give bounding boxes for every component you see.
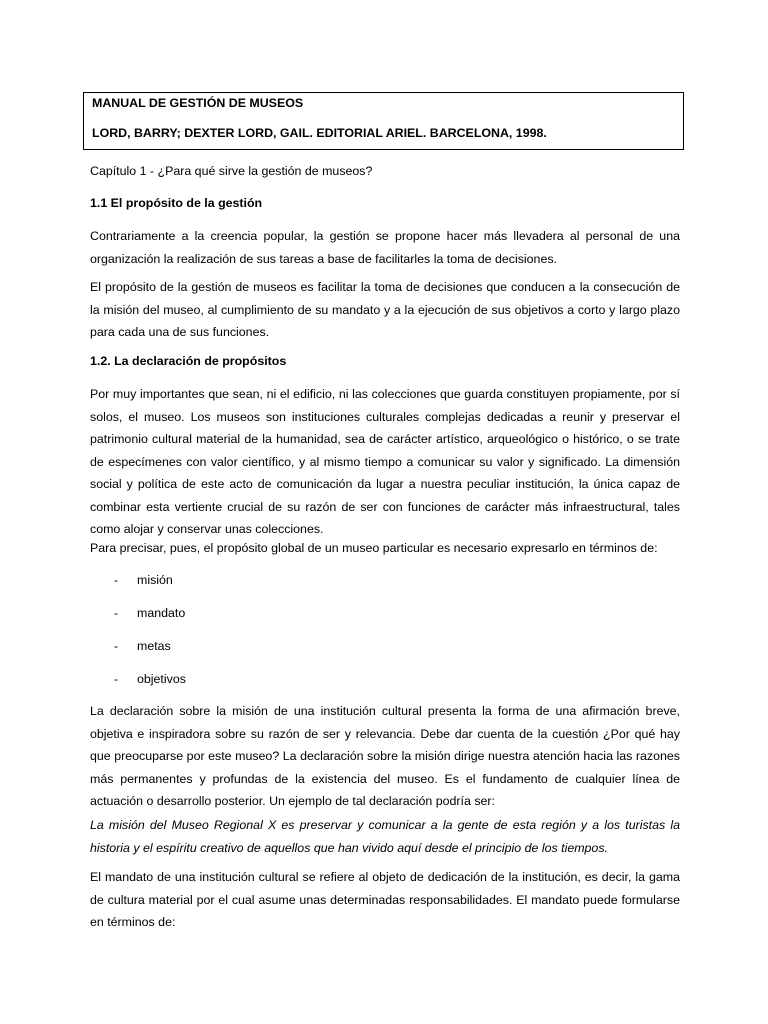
section-1-2-paragraph-1: Por muy importantes que sean, ni el edificio, ni las colecciones que guarda constituyen propiamente, por sí solos, el museo. Los museos son instituciones culturales complejas dedicadas a reunir y preservar el patrimonio cultural material de la humanidad, sea de carácter artístico, arqueológico o histórico, o se trate de especímenes con valor científico, y al mismo tiempo a comunicar su valor y significado. La dimensión social y política de este acto de comunicación da lugar a nuestra peculiar institución, la única capaz de combinar esta vertiente crucial de su razón de ser con funciones de carácter más infraestructural, tales como alojar y conservar unas colecciones.	[90, 387, 680, 536]
list-item-text: mandato	[137, 606, 186, 620]
list-item-text: objetivos	[137, 672, 186, 686]
section-1-2-heading: 1.2. La declaración de propósitos	[90, 354, 287, 368]
section-1-1-paragraph-2: El propósito de la gestión de museos es facilitar la toma de decisiones que conducen a la consecución de la misión del museo, al cumplimiento de su mandato y a la ejecución de sus objetivos a corto y largo plazo para cada una de sus funciones.	[90, 280, 680, 339]
section-1-1-paragraph-1: Contrariamente a la creencia popular, la gestión se propone hacer más llevadera al personal de una organización la realización de sus tareas a base de facilitarles la toma de decisiones.	[90, 229, 680, 266]
document-reference: LORD, BARRY; DEXTER LORD, GAIL. EDITORIAL ARIEL. BARCELONA, 1998.	[92, 126, 547, 140]
list-item-text: misión	[137, 573, 173, 587]
example-quote: La misión del Museo Regional X es preservar y comunicar a la gente de esta región y a los turistas la historia y el espíritu creativo de aquellos que han vivido aquí desde el principio de los tiempos.	[90, 818, 680, 855]
document-title-box	[83, 92, 684, 150]
document-title: MANUAL DE GESTIÓN DE MUSEOS	[92, 96, 304, 110]
section-1-2-paragraph-3: La declaración sobre la misión de una institución cultural presenta la forma de una afirmación breve, objetiva e inspiradora sobre su razón de ser y relevancia. Debe dar cuenta de la cuestión ¿Por qué hay que preocuparse por este museo? La declaración sobre la misión dirige nuestra atención hacia las razones más permanentes y profundas de la existencia del museo. Es el fundamento de cualquier línea de actuación o desarrollo posterior. Un ejemplo de tal declaración podría ser:	[90, 704, 680, 808]
list-item-text: metas	[137, 639, 171, 653]
section-1-2-paragraph-4: El mandato de una institución cultural se refiere al objeto de dedicación de la institución, es decir, la gama de cultura material por el cual asume unas determinadas responsabilidades. El mandato puede formularse en términos de:	[90, 870, 680, 929]
section-1-2-paragraph-2: Para precisar, pues, el propósito global de un museo particular es necesario expresarlo en términos de:	[90, 541, 658, 555]
section-1-1-heading: 1.1 El propósito de la gestión	[90, 196, 263, 210]
chapter-title: Capítulo 1 - ¿Para qué sirve la gestión de museos?	[90, 164, 373, 178]
